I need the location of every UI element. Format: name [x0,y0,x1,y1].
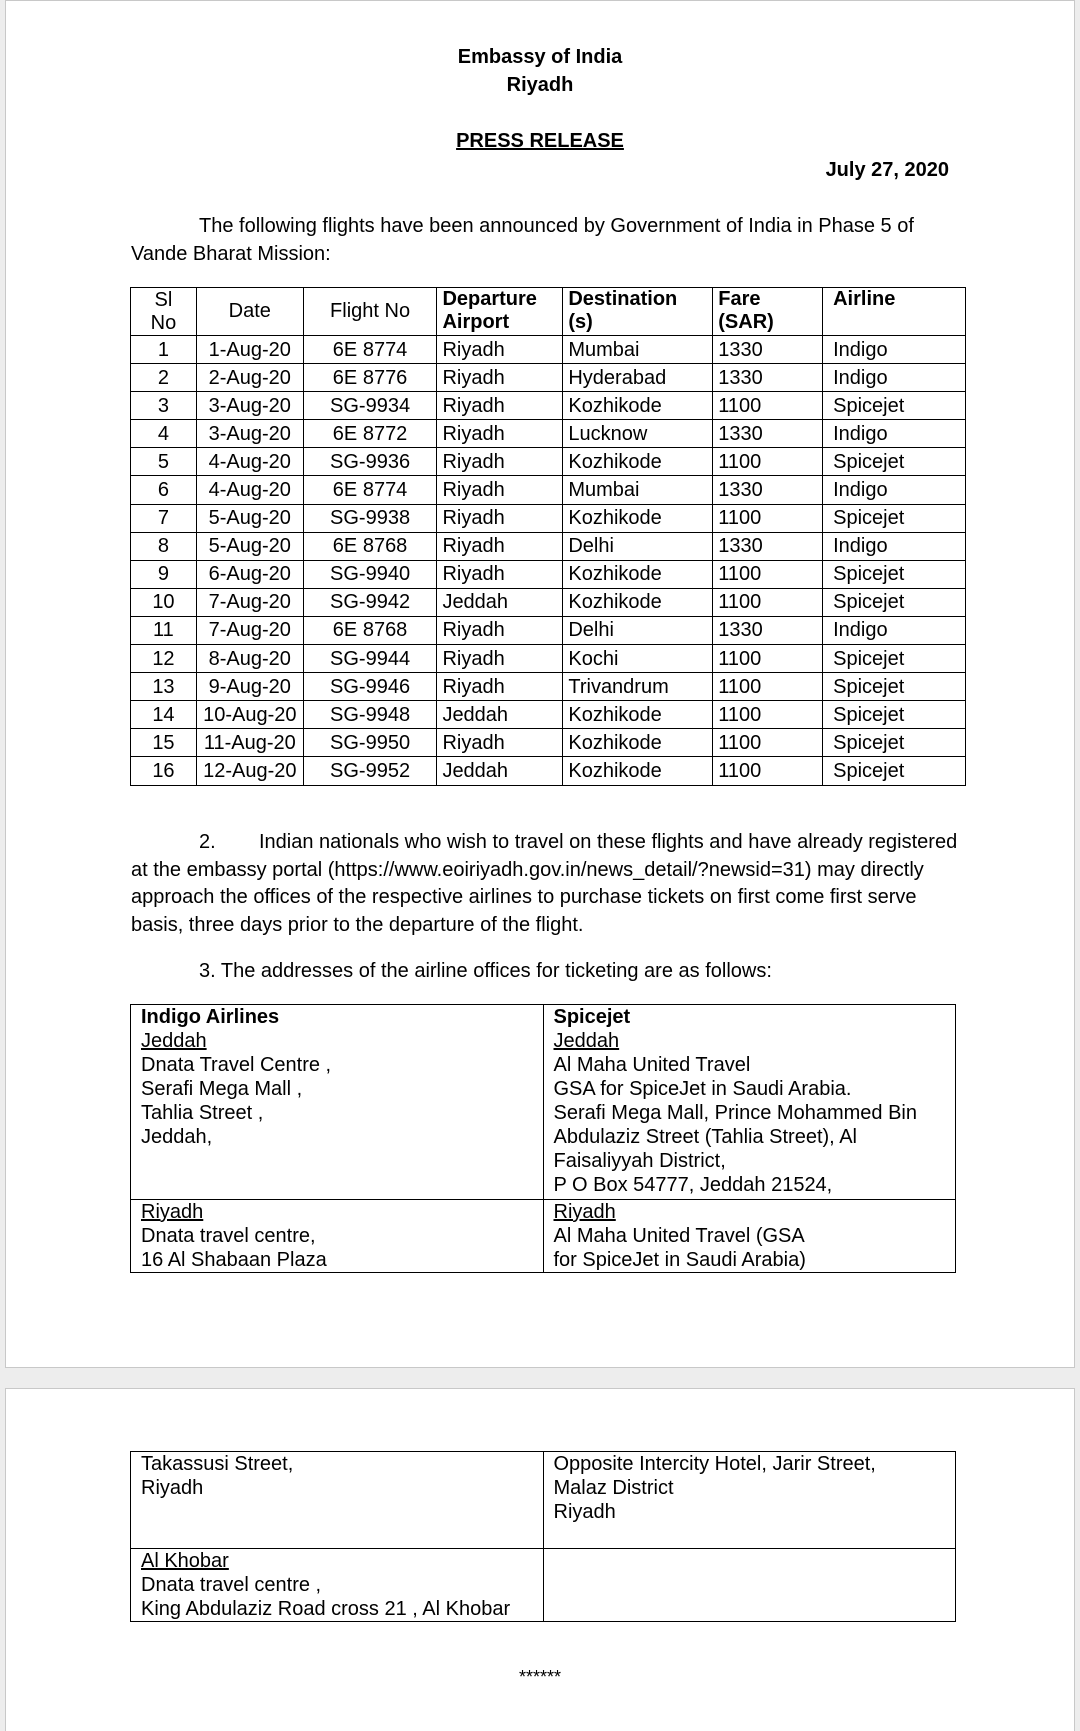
flight-row [131,476,966,504]
spicejet-riyadh-city: Riyadh [553,1201,616,1223]
paragraph-2-text: Indian nationals who wish to travel on these flights and have already registered at the embassy portal (https://www.eoiriyadh.gov.in/news_detail/?newsid=31) may directly approach the offices of the respective airlines to purchase tickets on first come first serve basis, three days prior to the departure of the flight. [131,831,958,936]
flight-row [131,392,966,420]
flight-cell-date: 8-Aug-20 [196,645,303,673]
flight-cell-date: 3-Aug-20 [196,392,303,420]
spicejet-jeddah-cell [543,1005,956,1200]
flight-cell-departure: Riyadh [437,673,563,701]
flight-cell-fare: 1100 [713,673,823,701]
flight-row [131,448,966,476]
addresses-table-part1 [130,1004,956,1273]
flight-cell-airline: Indigo [823,420,966,448]
flight-cell-destination: Kozhikode [563,392,713,420]
indigo-khobar-cell [131,1549,544,1622]
flight-row [131,560,966,588]
address-line: Serafi Mega Mall, Prince Mohammed Bin [553,1102,917,1124]
flight-cell-flight-no: SG-9952 [303,757,437,785]
flight-cell-fare: 1100 [713,588,823,616]
flight-cell-airline: Indigo [823,616,966,644]
address-line: Al Maha United Travel (GSA [553,1225,805,1247]
flight-cell-airline: Indigo [823,336,966,364]
flight-cell-date: 3-Aug-20 [196,420,303,448]
address-line: Dnata travel centre, [141,1225,316,1247]
flight-cell-departure: Riyadh [437,532,563,560]
flight-cell-departure: Jeddah [437,588,563,616]
address-line: GSA for SpiceJet in Saudi Arabia. [553,1078,852,1100]
flight-cell-airline: Spicejet [823,645,966,673]
flight-cell-date: 5-Aug-20 [196,504,303,532]
indigo-airline-name: Indigo Airlines [141,1006,280,1028]
flight-cell-flight-no: 6E 8768 [303,532,437,560]
flight-cell-date: 6-Aug-20 [196,560,303,588]
col-departure-airport: Departure Airport [437,288,563,336]
address-line: Riyadh [141,1477,204,1499]
flight-cell-date: 5-Aug-20 [196,532,303,560]
indigo-riyadh-address [141,1224,543,1272]
flight-cell-departure: Riyadh [437,420,563,448]
flight-cell-departure: Riyadh [437,645,563,673]
flight-cell-departure: Jeddah [437,701,563,729]
indigo-jeddah-cell [131,1005,544,1200]
indigo-riyadh-address-cont [141,1452,543,1500]
flight-cell-flight-no: 6E 8772 [303,420,437,448]
spicejet-riyadh-address [554,1224,956,1272]
flight-row [131,364,966,392]
flight-cell-airline: Spicejet [823,701,966,729]
flight-cell-destination: Kozhikode [563,560,713,588]
flights-header-row [131,288,966,336]
flight-cell-sl-no: 13 [131,673,197,701]
flight-cell-flight-no: 6E 8776 [303,364,437,392]
flight-cell-destination: Delhi [563,616,713,644]
flight-row [131,336,966,364]
indigo-jeddah-city: Jeddah [141,1030,207,1052]
flight-cell-fare: 1100 [713,645,823,673]
spicejet-airline-name: Spicejet [553,1006,631,1028]
flight-cell-airline: Spicejet [823,392,966,420]
flight-cell-sl-no: 14 [131,701,197,729]
flight-cell-fare: 1100 [713,560,823,588]
address-line: Serafi Mega Mall , [141,1078,303,1100]
flight-cell-flight-no: SG-9950 [303,729,437,757]
flight-cell-fare: 1330 [713,336,823,364]
flight-cell-flight-no: SG-9936 [303,448,437,476]
flight-cell-fare: 1330 [713,616,823,644]
col-date: Date [196,288,303,336]
flight-cell-sl-no: 9 [131,560,197,588]
address-line: Malaz District [553,1477,674,1499]
flight-cell-airline: Spicejet [823,729,966,757]
flight-cell-sl-no: 2 [131,364,197,392]
flight-cell-flight-no: SG-9946 [303,673,437,701]
flight-row [131,532,966,560]
flight-cell-airline: Indigo [823,364,966,392]
org-city: Riyadh [506,74,574,96]
spicejet-jeddah-address [554,1053,956,1197]
flights-table [130,287,966,786]
spicejet-jeddah-city: Jeddah [553,1030,620,1052]
flight-cell-airline: Spicejet [823,673,966,701]
flight-cell-flight-no: SG-9944 [303,645,437,673]
document-page-1 [5,0,1075,1368]
end-mark: ****** [518,1667,562,1687]
address-line: Al Maha United Travel [553,1054,751,1076]
flight-cell-sl-no: 15 [131,729,197,757]
flight-cell-sl-no: 5 [131,448,197,476]
flight-row [131,504,966,532]
flight-cell-flight-no: SG-9942 [303,588,437,616]
flight-cell-departure: Riyadh [437,476,563,504]
address-line: Dnata Travel Centre , [141,1054,332,1076]
flight-cell-date: 4-Aug-20 [196,476,303,504]
flight-cell-fare: 1330 [713,476,823,504]
flight-cell-airline: Spicejet [823,588,966,616]
flight-cell-departure: Riyadh [437,729,563,757]
flight-cell-sl-no: 11 [131,616,197,644]
flight-row [131,588,966,616]
spicejet-khobar-cell-empty [543,1549,956,1622]
col-flight-no: Flight No [303,288,437,336]
address-line: for SpiceJet in Saudi Arabia) [553,1249,806,1271]
flight-cell-airline: Spicejet [823,757,966,785]
indigo-riyadh-city: Riyadh [141,1201,204,1223]
indigo-jeddah-address [141,1053,543,1149]
flight-cell-fare: 1100 [713,504,823,532]
flight-row [131,757,966,785]
flight-cell-destination: Kozhikode [563,729,713,757]
indigo-riyadh-cont-cell [131,1452,544,1549]
address-line: Jeddah, [141,1126,213,1148]
flight-cell-fare: 1100 [713,729,823,757]
col-destination: Destination (s) [563,288,713,336]
address-line: Faisaliyyah District, [553,1150,726,1172]
flight-cell-destination: Kozhikode [563,588,713,616]
address-line: Abdulaziz Street (Tahlia Street), Al [553,1126,857,1148]
flight-cell-date: 7-Aug-20 [196,616,303,644]
flight-cell-flight-no: SG-9940 [303,560,437,588]
flight-cell-destination: Kochi [563,645,713,673]
flight-cell-fare: 1100 [713,757,823,785]
spicejet-riyadh-cont-cell [543,1452,956,1549]
flight-cell-flight-no: SG-9934 [303,392,437,420]
flight-cell-flight-no: 6E 8774 [303,336,437,364]
flight-cell-date: 4-Aug-20 [196,448,303,476]
flight-cell-fare: 1100 [713,448,823,476]
address-line: Opposite Intercity Hotel, Jarir Street, [553,1453,876,1475]
flight-cell-sl-no: 3 [131,392,197,420]
flight-row [131,420,966,448]
flight-cell-destination: Mumbai [563,476,713,504]
flight-cell-date: 7-Aug-20 [196,588,303,616]
flight-cell-sl-no: 8 [131,532,197,560]
indigo-khobar-address [141,1573,543,1621]
flight-cell-destination: Lucknow [563,420,713,448]
indigo-riyadh-cell [131,1200,544,1273]
flight-cell-departure: Jeddah [437,757,563,785]
flight-cell-date: 2-Aug-20 [196,364,303,392]
flight-row [131,729,966,757]
flight-cell-destination: Hyderabad [563,364,713,392]
document-page-2 [5,1388,1075,1731]
address-line: 16 Al Shabaan Plaza [141,1249,327,1271]
flight-cell-fare: 1330 [713,420,823,448]
address-line: King Abdulaziz Road cross 21 , Al Khobar [141,1598,511,1620]
flight-cell-departure: Riyadh [437,616,563,644]
flight-cell-airline: Spicejet [823,504,966,532]
flight-cell-sl-no: 4 [131,420,197,448]
flight-cell-flight-no: SG-9938 [303,504,437,532]
intro-paragraph: The following flights have been announced by Government of India in Phase 5 of Vande Bharat Mission: [131,215,914,265]
flight-cell-fare: 1100 [713,392,823,420]
flight-cell-destination: Delhi [563,532,713,560]
release-date: July 27, 2020 [825,159,949,181]
flight-cell-flight-no: 6E 8774 [303,476,437,504]
paragraph-2-number: 2. [199,831,216,853]
col-sl-no: Sl No [131,288,197,336]
flight-cell-airline: Spicejet [823,448,966,476]
flight-cell-departure: Riyadh [437,364,563,392]
col-airline: Airline [823,288,966,336]
flight-row [131,645,966,673]
addresses-table-part2 [130,1451,956,1622]
flight-cell-flight-no: SG-9948 [303,701,437,729]
flight-cell-sl-no: 10 [131,588,197,616]
flight-cell-destination: Kozhikode [563,757,713,785]
flight-cell-sl-no: 6 [131,476,197,504]
address-line: Takassusi Street, [141,1453,294,1475]
flight-cell-airline: Indigo [823,532,966,560]
flight-cell-date: 11-Aug-20 [196,729,303,757]
flight-cell-date: 12-Aug-20 [196,757,303,785]
flight-cell-sl-no: 7 [131,504,197,532]
flight-cell-date: 10-Aug-20 [196,701,303,729]
address-line: Riyadh [553,1501,616,1523]
address-line: Tahlia Street , [141,1102,264,1124]
flight-cell-airline: Spicejet [823,560,966,588]
flight-row [131,701,966,729]
flight-cell-departure: Riyadh [437,560,563,588]
spicejet-riyadh-address-cont [554,1452,956,1524]
flight-cell-fare: 1330 [713,364,823,392]
flight-cell-sl-no: 16 [131,757,197,785]
flight-row [131,673,966,701]
org-name: Embassy of India [457,46,623,68]
flight-cell-destination: Kozhikode [563,701,713,729]
flight-cell-departure: Riyadh [437,504,563,532]
address-line: P O Box 54777, Jeddah 21524, [553,1174,833,1196]
address-line: Dnata travel centre , [141,1574,322,1596]
paragraph-2 [131,829,961,939]
flight-cell-airline: Indigo [823,476,966,504]
flight-cell-destination: Mumbai [563,336,713,364]
flight-cell-sl-no: 12 [131,645,197,673]
flight-cell-sl-no: 1 [131,336,197,364]
flight-cell-destination: Kozhikode [563,448,713,476]
press-release-title: PRESS RELEASE [456,130,624,152]
col-fare: Fare (SAR) [713,288,823,336]
flight-cell-flight-no: 6E 8768 [303,616,437,644]
flight-cell-date: 9-Aug-20 [196,673,303,701]
spicejet-riyadh-cell [543,1200,956,1273]
indigo-khobar-city: Al Khobar [141,1550,229,1572]
flight-cell-date: 1-Aug-20 [196,336,303,364]
paragraph-3: 3. The addresses of the airline offices for ticketing are as follows: [199,960,772,982]
flight-cell-fare: 1330 [713,532,823,560]
flight-cell-departure: Riyadh [437,392,563,420]
flight-cell-departure: Riyadh [437,448,563,476]
flight-cell-fare: 1100 [713,701,823,729]
flight-cell-destination: Trivandrum [563,673,713,701]
flight-row [131,616,966,644]
flight-cell-departure: Riyadh [437,336,563,364]
flight-cell-destination: Kozhikode [563,504,713,532]
